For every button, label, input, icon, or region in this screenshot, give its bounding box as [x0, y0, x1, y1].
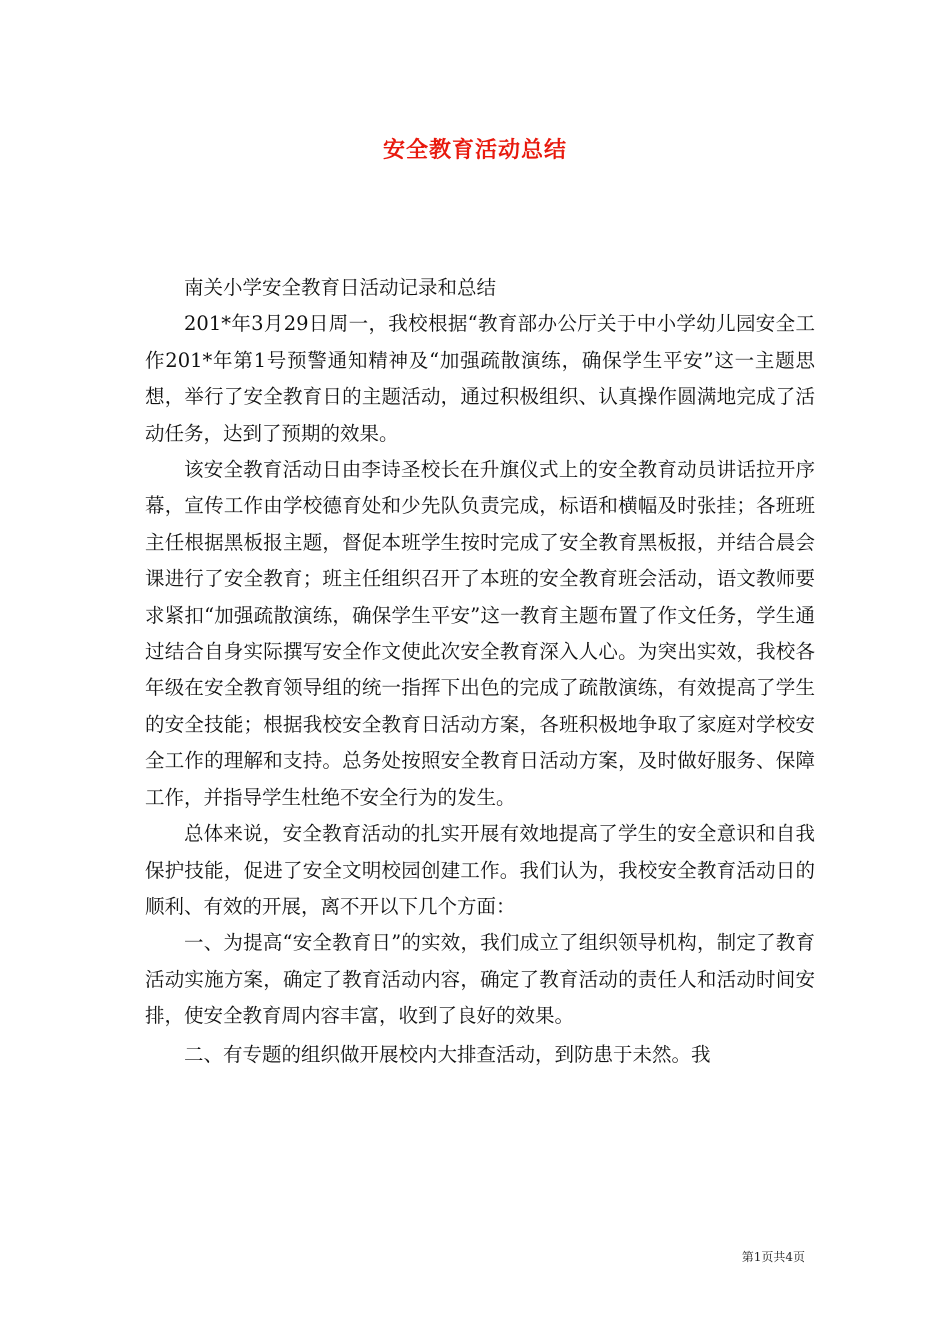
paragraph: 一、为提高“安全教育日”的实效，我们成立了组织领导机构，制定了教育活动实施方案，确定了教育活动内容，确定了教育活动的责任人和活动时间安排，使安全教育周内容丰富，收到了良好的效果。 — [145, 931, 815, 1028]
paragraph: 201*年3月29日周一，我校根据“教育部办公厅关于中小学幼儿园安全工作201*年第1号预警通知精神及“加强疏散演练，确保学生平安”这一主题思想，举行了安全教育日的主题活动，通过积极组织、认真操作圆满地完成了活动任务，达到了预期的效果。 — [145, 312, 815, 445]
page-title: 安全教育活动总结 — [382, 137, 567, 163]
document-body — [145, 270, 815, 1073]
page-number-footer: 第1页共4页 — [741, 1250, 805, 1264]
paragraph: 总体来说，安全教育活动的扎实开展有效地提高了学生的安全意识和自我保护技能，促进了安全文明校园创建工作。我们认为，我校安全教育活动日的顺利、有效的开展，离不开以下几个方面： — [145, 822, 815, 918]
paragraph: 该安全教育活动日由李诗圣校长在升旗仪式上的安全教育动员讲话拉开序幕，宣传工作由学校德育处和少先队负责完成，标语和横幅及时张挂；各班班主任根据黑板报主题，督促本班学生按时完成了安全教育黑板报，并结合晨会课进行了安全教育；班主任组织召开了本班的安全教育班会活动，语文教师要求紧扣“加强疏散演练，确保学生平安”这一教育主题布置了作文任务，学生通过结合自身实际撰写安全作文使此次安全教育深入人心。为突出实效，我校各年级在安全教育领导组的统一指挥下出色的完成了疏散演练，有效提高了学生的安全技能；根据我校安全教育日活动方案，各班积极地争取了家庭对学校安全工作的理解和支持。总务处按照安全教育日活动方案，及时做好服务、保障工作，并指导学生杜绝不安全行为的发生。 — [145, 458, 815, 809]
paragraph: 二、有专题的组织做开展校内大排查活动，到防患于未然。我 — [184, 1042, 711, 1066]
paragraph-subtitle: 南关小学安全教育日活动记录和总结 — [184, 276, 497, 299]
